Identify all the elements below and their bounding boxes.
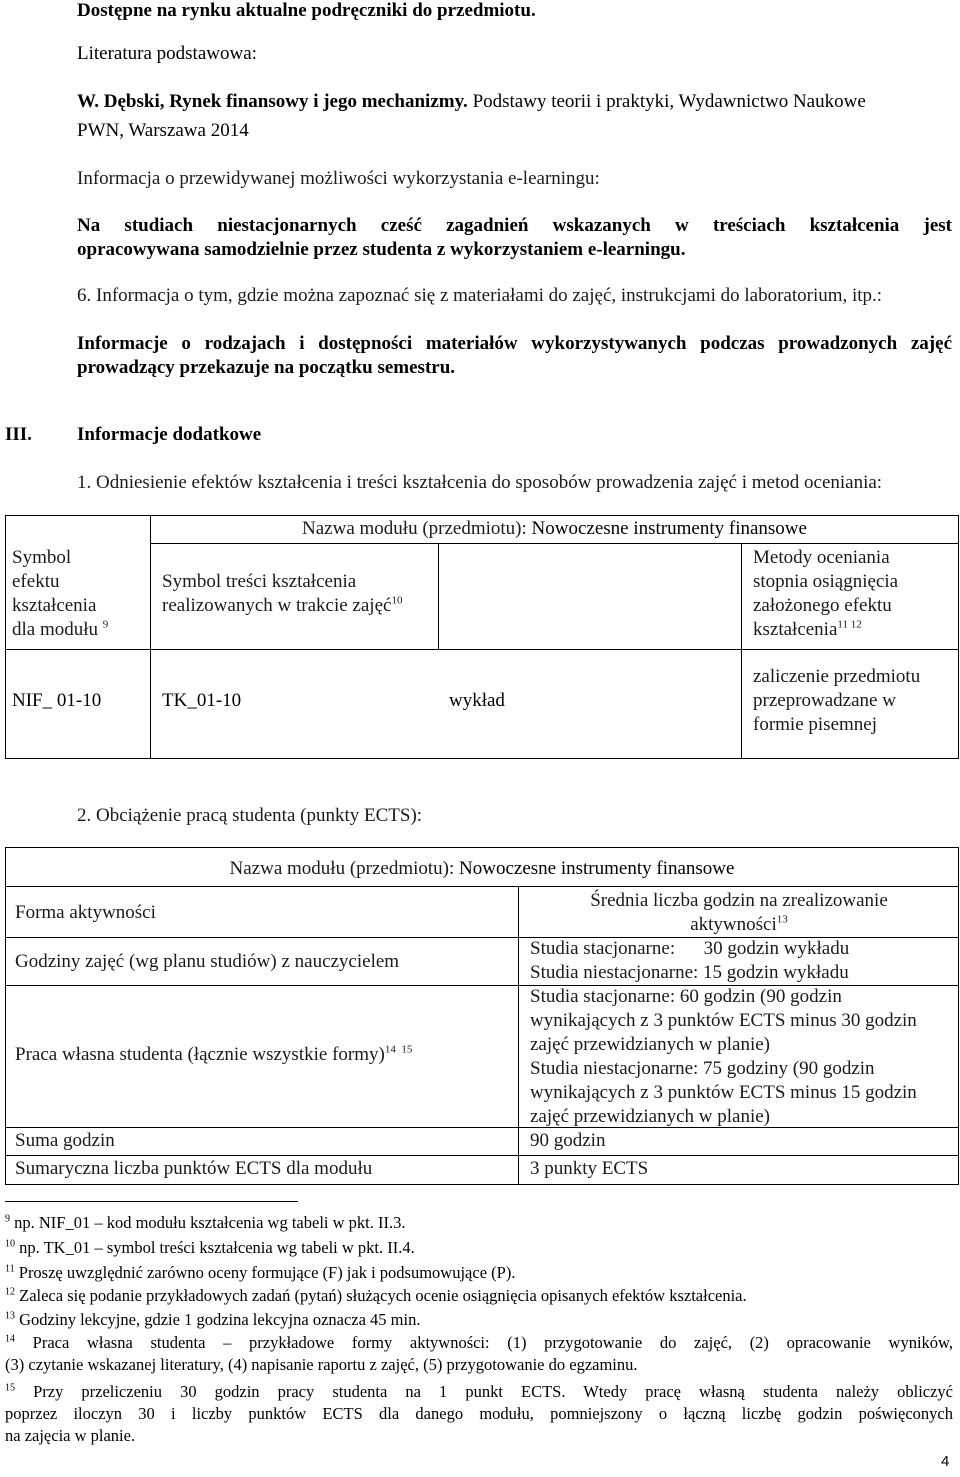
self-study-value: Studia stacjonarne: 60 godzin (90 godzin wynikających z 3 punktów ECTS minus 30 godzin zajęć przewidzianych w planie) Studia niestacjonarne: 75 godziny (90 godzin wynikających z 3 punktów ECTS minus 15 godzin zajęć przewidzianych w planie) bbox=[530, 986, 917, 1127]
average-hours-header: Średnia liczba godzin na zrealizowanie aktywności$^{13}$ bbox=[590, 890, 888, 935]
effect-symbol-header: Symbol efektu kształcenia dla modułu $^9$ bbox=[12, 547, 109, 640]
assessment-method-value: zaliczenie przedmiotu przeprowadzane w formie pisemnej bbox=[753, 666, 921, 735]
content-symbol-value: TK_01-10 bbox=[162, 690, 242, 711]
page-number: 4 bbox=[941, 1453, 950, 1470]
effects-table-header: Nazwa modułu (przedmiotu): Nowoczesne instrumenty finansowe bbox=[302, 518, 807, 539]
footnote-13: $^{13}$ Godziny lekcyjne, gdzie 1 godzina lekcyjna oznacza 45 min. bbox=[5, 1310, 421, 1329]
self-study-label: Praca własna studenta (łącznie wszystkie formy)$^{14 15}$ bbox=[15, 1043, 413, 1065]
footnote-12: $^{12}$ Zaleca się podanie przykładowych zadań (pytań) służących ocenie osiągnięcia opisanych efektów kształcenia. bbox=[5, 1286, 747, 1305]
literature-entry-line-2: PWN, Warszawa 2014 bbox=[77, 120, 249, 141]
literature-entry-line-1 bbox=[77, 91, 866, 113]
elearning-label: Informacja o przewidywanej możliwości wykorzystania e-learningu: bbox=[77, 168, 600, 189]
footnote-10: $^{10}$ np. TK_01 – symbol treści kształcenia wg tabeli w pkt. II.4. bbox=[5, 1238, 415, 1257]
footnote-11: $^{11}$ Proszę uwzględnić zarówno oceny formujące (F) jak i podsumowujące (P). bbox=[5, 1263, 516, 1282]
footnote-14: $^{14}$ Praca własna studenta – przykładowe formy aktywności: (1) przygotowanie do zajęć, (2) opracowanie wyników, (3) czytanie wskazanej literatury, (4) napisanie raportu z zajęć, (5) przygotowanie do egzaminu. bbox=[5, 1333, 954, 1374]
activity-form-header: Forma aktywności bbox=[15, 902, 156, 923]
subsection-1-title: 1. Odniesienie efektów kształcenia i treści kształcenia do sposobów prowadzenia zajęć i metod oceniania: bbox=[77, 472, 883, 493]
footnote-separator bbox=[5, 1201, 298, 1202]
elearning-text-line-2: opracowywana samodzielnie przez studenta z wykorzystaniem e-learningu. bbox=[77, 239, 686, 260]
effect-symbol-value: NIF_ 01-10 bbox=[12, 690, 102, 711]
footnote-15: $^{15}$ Przy przeliczeniu 30 godzin pracy studenta na 1 punkt ECTS. Wtedy pracę własną studenta należy obliczyć poprzez iloczyn 30 i liczby punktów ECTS dla danego modułu, pomniejszony o łączną liczbę godzin poświęconych na zajęcia w planie. bbox=[5, 1382, 954, 1445]
literature-author: W. Dębski, Rynek finansowy i jego mechanizmy. bbox=[77, 91, 468, 112]
literature-title: Podstawy teorii i praktyki, Wydawnictwo Naukowe bbox=[472, 91, 866, 112]
section-title: Informacje dodatkowe bbox=[77, 424, 262, 445]
total-hours-value: 90 godzin bbox=[530, 1130, 606, 1151]
total-ects-value: 3 punkty ECTS bbox=[530, 1158, 649, 1179]
section-6-title: 6. Informacja o tym, gdzie można zapoznać się z materiałami do zajęć, instrukcjami do laboratorium, itp.: bbox=[77, 285, 883, 306]
total-hours-label: Suma godzin bbox=[15, 1130, 115, 1151]
footnote-9: $^9$ np. NIF_01 – kod modułu kształcenia wg tabeli w pkt. II.3. bbox=[5, 1213, 406, 1232]
assessment-methods-header: Metody oceniania stopnia osiągnięcia założonego efektu kształcenia$^{11 12}$ bbox=[753, 547, 899, 640]
available-textbooks-heading: Dostępne na rynku aktualne podręczniki do przedmiotu. bbox=[77, 0, 536, 21]
class-form-value: wykład bbox=[449, 690, 505, 711]
module-name: Nowoczesne instrumenty finansowe bbox=[459, 858, 735, 879]
section-roman-numeral: III. bbox=[5, 424, 32, 445]
ects-table-header: Nazwa modułu (przedmiotu): Nowoczesne instrumenty finansowe bbox=[229, 858, 735, 879]
contact-hours-value: Studia stacjonarne: 30 godzin wykładu Studia niestacjonarne: 15 godzin wykładu bbox=[530, 938, 850, 983]
contact-hours-label: Godziny zajęć (wg planu studiów) z nauczycielem bbox=[15, 951, 400, 972]
literature-label: Literatura podstawowa: bbox=[77, 43, 257, 64]
section-6-text-line-2: prowadzący przekazuje na początku semestru. bbox=[77, 357, 456, 378]
content-symbol-header: Symbol treści kształcenia realizowanych w trakcie zajęć$^{10}$ bbox=[162, 571, 403, 616]
subsection-2-title: 2. Obciążenie pracą studenta (punkty ECTS): bbox=[77, 805, 423, 826]
total-ects-label: Sumaryczna liczba punktów ECTS dla modułu bbox=[15, 1158, 373, 1179]
elearning-text-line-1: Na studiach niestacjonarnych cześć zagadnień wskazanych w treściach kształcenia jest bbox=[77, 215, 952, 236]
module-name: Nowoczesne instrumenty finansowe bbox=[531, 518, 807, 539]
section-6-text-line-1: Informacje o rodzajach i dostępności materiałów wykorzystywanych podczas prowadzonych zajęć bbox=[77, 333, 952, 354]
